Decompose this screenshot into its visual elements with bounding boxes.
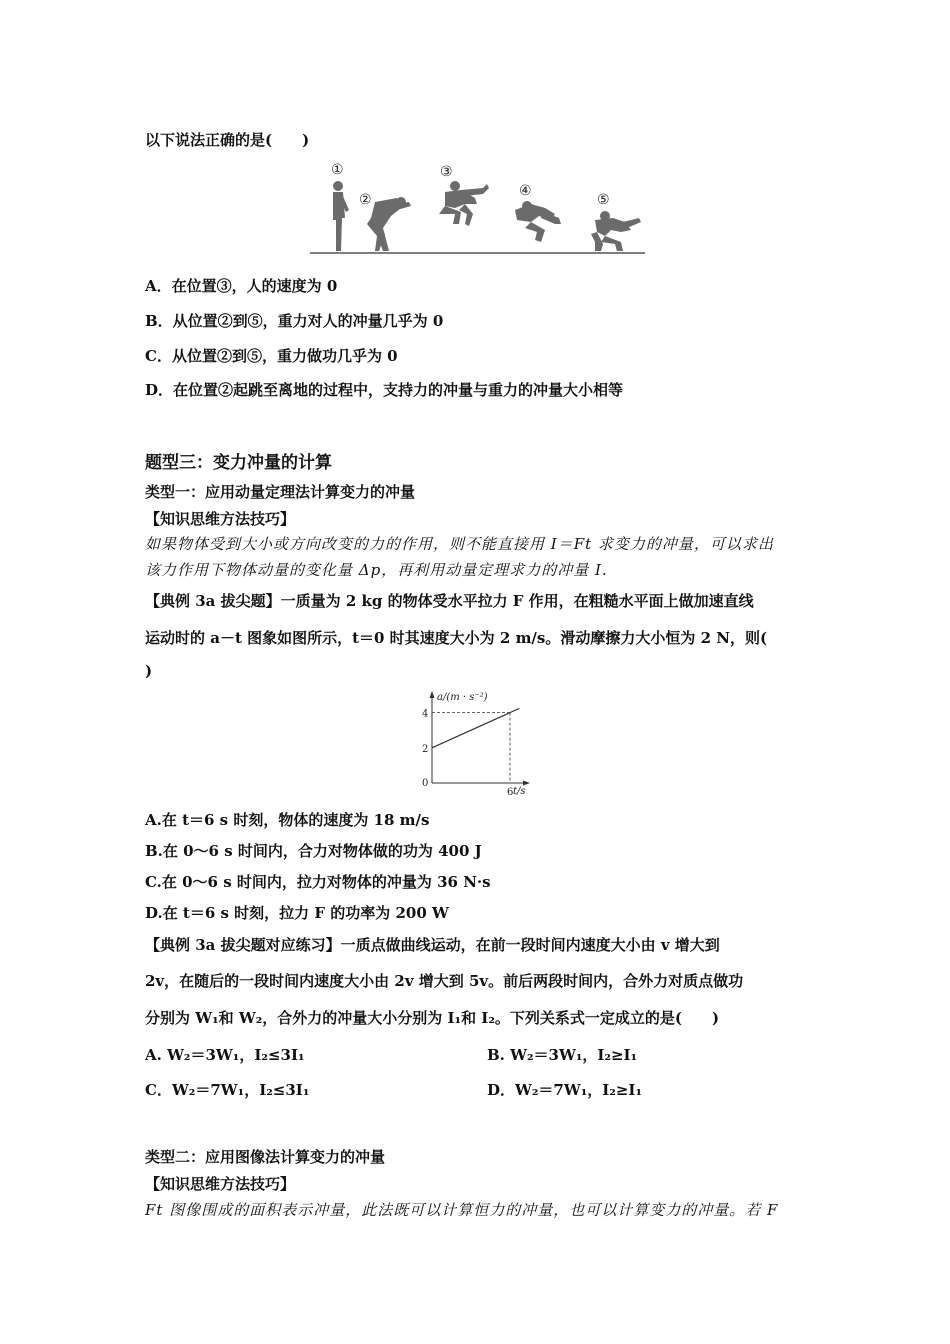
tips-line-2: 该力作用下物体动量的变化量 Δp，再利用动量定理求力的冲量 I. <box>145 561 608 579</box>
practice-option-d: D．W₂＝7W₁，I₂≥I₁ <box>487 1081 643 1099</box>
graph-origin: 0 <box>422 778 429 789</box>
tips2-line-1: Ft 图像围成的面积表示冲量，此法既可以计算恒力的冲量，也可以计算变力的冲量。若 F <box>145 1201 779 1219</box>
graph-x-label: t/s <box>513 786 526 797</box>
type2-title: 类型二：应用图像法计算变力的冲量 <box>145 1148 386 1166</box>
x-axis-arrow <box>523 781 530 786</box>
person-standing <box>333 181 349 251</box>
tips-line-1: 如果物体受到大小或方向改变的力的作用，则不能直接用 I＝Ft 求变力的冲量，可以求出 <box>145 535 774 553</box>
practice-option-b: B. W₂＝3W₁，I₂≥I₁ <box>487 1046 638 1064</box>
person-crouching <box>367 197 411 251</box>
figure-label-1: ① <box>331 162 344 178</box>
series-line <box>432 708 519 747</box>
figure-label-3: ③ <box>440 164 453 180</box>
a-t-graph <box>415 688 535 798</box>
example-option-c: C.在 0～6 s 时间内，拉力对物体的冲量为 36 N·s <box>145 873 491 891</box>
y-tick-label: 4 <box>422 708 429 720</box>
person-airborne <box>439 181 489 226</box>
example-option-d: D.在 t＝6 s 时刻，拉力 F 的功率为 200 W <box>145 904 449 922</box>
person-landed <box>591 211 641 251</box>
figure-label-4: ④ <box>519 183 532 199</box>
q1-option-b: B．从位置②到⑤，重力对人的冲量几乎为 0 <box>145 312 444 330</box>
example-option-a: A.在 t＝6 s 时刻，物体的速度为 18 m/s <box>145 811 430 829</box>
figure-label-2: ② <box>359 192 372 208</box>
example-option-b: B.在 0～6 s 时间内，合力对物体做的功为 400 J <box>145 842 482 860</box>
graph-y-label: a/(m · s⁻²) <box>437 692 488 703</box>
example-line-3: ) <box>145 662 153 680</box>
y-axis-arrow <box>430 691 435 698</box>
practice-option-a: A. W₂＝3W₁，I₂≤3I₁ <box>145 1046 305 1064</box>
y-tick-label: 2 <box>422 743 429 755</box>
type1-title: 类型一：应用动量定理法计算变力的冲量 <box>145 483 416 501</box>
q1-stem: 以下说法正确的是( ) <box>145 131 310 149</box>
section-title: 题型三：变力冲量的计算 <box>145 453 332 473</box>
practice-option-c: C．W₂＝7W₁，I₂≤3I₁ <box>145 1081 310 1099</box>
x-tick-label: 6 <box>507 787 514 798</box>
jump-sequence-figure <box>305 158 645 258</box>
person-landing-reach <box>515 201 561 242</box>
practice-line-1: 【典例 3a 拔尖题对应练习】一质点做曲线运动，在前一段时间内速度大小由 v 增大到 <box>145 936 720 954</box>
q1-option-c: C．从位置②到⑤，重力做功几乎为 0 <box>145 347 398 365</box>
example-line-2: 运动时的 a－t 图象如图所示，t＝0 时其速度大小为 2 m/s。滑动摩擦力大小恒为 2 N，则( <box>145 629 768 647</box>
figure-label-5: ⑤ <box>597 192 610 208</box>
example-line-1: 【典例 3a 拔尖题】一质量为 2 kg 的物体受水平拉力 F 作用，在粗糙水平面上做加速直线 <box>145 592 754 610</box>
practice-line-2: 2v，在随后的一段时间内速度大小由 2v 增大到 5v。前后两段时间内，合外力对质点做功 <box>145 972 744 990</box>
q1-option-a: A．在位置③，人的速度为 0 <box>145 277 338 295</box>
practice-line-3: 分别为 W₁和 W₂，合外力的冲量大小分别为 I₁和 I₂。下列关系式一定成立的是( ) <box>145 1009 720 1027</box>
tips-label: 【知识思维方法技巧】 <box>145 510 296 528</box>
tips2-label: 【知识思维方法技巧】 <box>145 1175 296 1193</box>
q1-option-d: D．在位置②起跳至离地的过程中，支持力的冲量与重力的冲量大小相等 <box>145 381 624 399</box>
